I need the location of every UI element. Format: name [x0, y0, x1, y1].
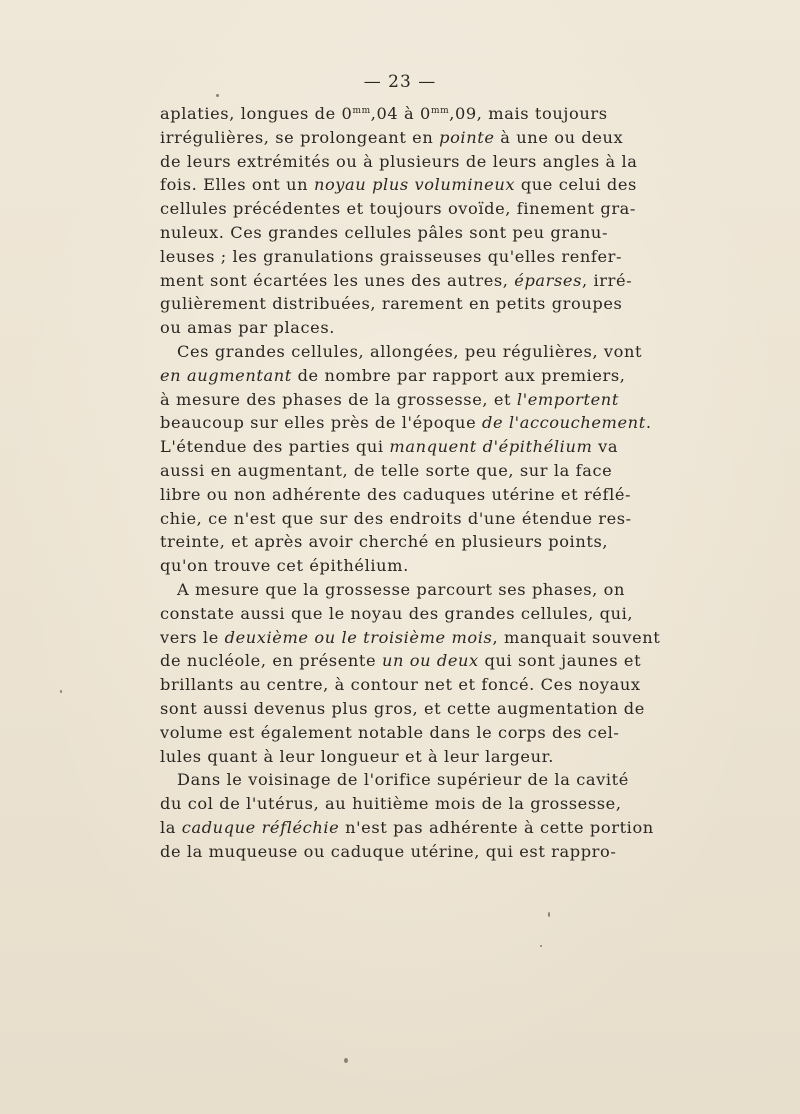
text-line — [160, 721, 620, 745]
text-line — [160, 483, 632, 507]
text-segment: aussi en augmentant, de telle sorte que, sur la face — [160, 460, 613, 480]
text-segment: libre ou non adhérente des caduques utérine et réflé- — [160, 484, 632, 504]
text-line — [160, 626, 661, 650]
text-segment: nuleux. Ces grandes cellules pâles sont peu granu- — [160, 222, 609, 242]
text-segment: lules quant à leur longueur et à leur largeur. — [160, 746, 554, 766]
text-line — [160, 578, 626, 602]
text-segment: n'est pas adhérente à cette portion — [339, 817, 654, 837]
italic-text: noyau plus volumineux — [313, 175, 516, 195]
text-line — [160, 411, 652, 435]
text-line — [160, 292, 623, 316]
paper-speck — [60, 690, 62, 693]
body-text — [160, 102, 661, 864]
text-line — [160, 840, 617, 864]
paper-speck — [540, 945, 542, 947]
italic-text: manquent d'épithélium — [389, 437, 593, 457]
text-line — [160, 816, 654, 840]
text-segment: A mesure que la grossesse parcourt ses phases, on — [177, 579, 626, 599]
text-segment: Ces grandes cellules, allongées, peu régulières, vont — [177, 341, 643, 361]
text-segment: la — [160, 817, 182, 837]
text-segment: ,04 à 0 — [370, 104, 431, 123]
text-line — [160, 102, 608, 126]
text-line — [160, 530, 609, 554]
text-line — [160, 768, 629, 792]
text-segment: volume est également notable dans le corps des cel- — [160, 722, 620, 742]
text-segment: de la muqueuse ou caduque utérine, qui est rappro- — [160, 841, 617, 861]
text-line — [160, 554, 600, 578]
text-segment: de leurs extrémités ou à plusieurs de leurs angles à la — [160, 151, 638, 171]
text-line — [160, 269, 633, 293]
text-segment: sont aussi devenus plus gros, et cette augmentation de — [160, 698, 645, 718]
text-segment: treinte, et après avoir cherché en plusieurs points, — [160, 532, 609, 552]
text-segment: chie, ce n'est que sur des endroits d'une étendue res- — [160, 508, 632, 528]
text-segment: leuses ; les granulations graisseuses qu'elles renfer- — [160, 246, 623, 266]
text-segment: aplaties, longues de 0 — [160, 104, 353, 123]
text-line — [160, 245, 623, 269]
text-line — [160, 340, 643, 364]
paper-speck — [548, 912, 550, 917]
text-segment: cellules précédentes et toujours ovoïde, finement gra- — [160, 199, 636, 219]
italic-text: de l'accouchement — [482, 413, 646, 433]
text-segment: vers le — [160, 627, 225, 647]
paper-speck — [216, 94, 219, 97]
text-segment: de nucléole, en présente — [160, 651, 382, 671]
text-line — [160, 602, 634, 626]
text-line — [160, 435, 619, 459]
text-segment: gulièrement distribuées, rarement en petits groupes — [160, 294, 623, 314]
text-line — [160, 197, 636, 221]
text-line — [160, 673, 641, 697]
text-line — [160, 507, 632, 531]
text-line — [160, 792, 622, 816]
text-segment: à une ou deux — [494, 127, 624, 147]
text-line — [160, 364, 626, 388]
italic-text: l'emportent — [516, 389, 619, 409]
text-segment: du col de l'utérus, au huitième mois de la grossesse, — [160, 794, 622, 814]
text-line — [160, 173, 637, 197]
text-segment: ou amas par places. — [160, 318, 336, 338]
text-line — [160, 221, 609, 245]
text-segment: . — [645, 413, 652, 433]
text-segment: à mesure des phases de la grossesse, et — [160, 389, 517, 409]
text-segment: qui sont jaunes et — [478, 651, 642, 671]
text-segment: de nombre par rapport aux premiers, — [291, 365, 626, 385]
text-segment: beaucoup sur elles près de l'époque — [160, 413, 482, 433]
italic-text: deuxième ou le troisième mois — [224, 627, 493, 647]
text-line — [160, 459, 613, 483]
italic-text: éparses — [514, 270, 583, 290]
text-segment: L'étendue des parties qui — [160, 437, 390, 457]
text-segment: va — [592, 437, 619, 457]
superscript-unit: mm — [430, 106, 450, 116]
text-line — [160, 697, 645, 721]
italic-text: en augmentant — [160, 365, 292, 385]
italic-text: caduque réfléchie — [181, 817, 340, 837]
text-segment: ,09, mais toujours — [449, 104, 608, 123]
italic-text: un ou deux — [381, 651, 479, 671]
text-segment: constate aussi que le noyau des grandes cellules, qui, — [160, 603, 634, 623]
text-segment: , irré- — [582, 270, 633, 290]
text-segment: irrégulières, se prolongeant en — [160, 127, 440, 147]
page-number: — 23 — — [363, 72, 437, 92]
superscript-unit: mm — [352, 106, 371, 116]
text-line — [160, 150, 638, 174]
text-line — [160, 316, 600, 340]
text-segment: , manquait souvent — [492, 627, 661, 647]
text-segment: fois. Elles ont un — [160, 175, 314, 195]
text-line — [160, 388, 619, 412]
text-segment: Dans le voisinage de l'orifice supérieur de la cavité — [177, 770, 629, 790]
text-segment: que celui des — [515, 175, 637, 195]
text-line — [160, 745, 600, 769]
italic-text: pointe — [439, 127, 495, 147]
text-line — [160, 126, 624, 150]
text-line — [160, 649, 642, 673]
text-segment: brillants au centre, à contour net et foncé. Ces noyaux — [160, 675, 641, 695]
text-segment: qu'on trouve cet épithélium. — [160, 556, 409, 576]
text-segment: ment sont écartées les unes des autres, — [160, 270, 515, 290]
paper-speck — [344, 1058, 348, 1063]
